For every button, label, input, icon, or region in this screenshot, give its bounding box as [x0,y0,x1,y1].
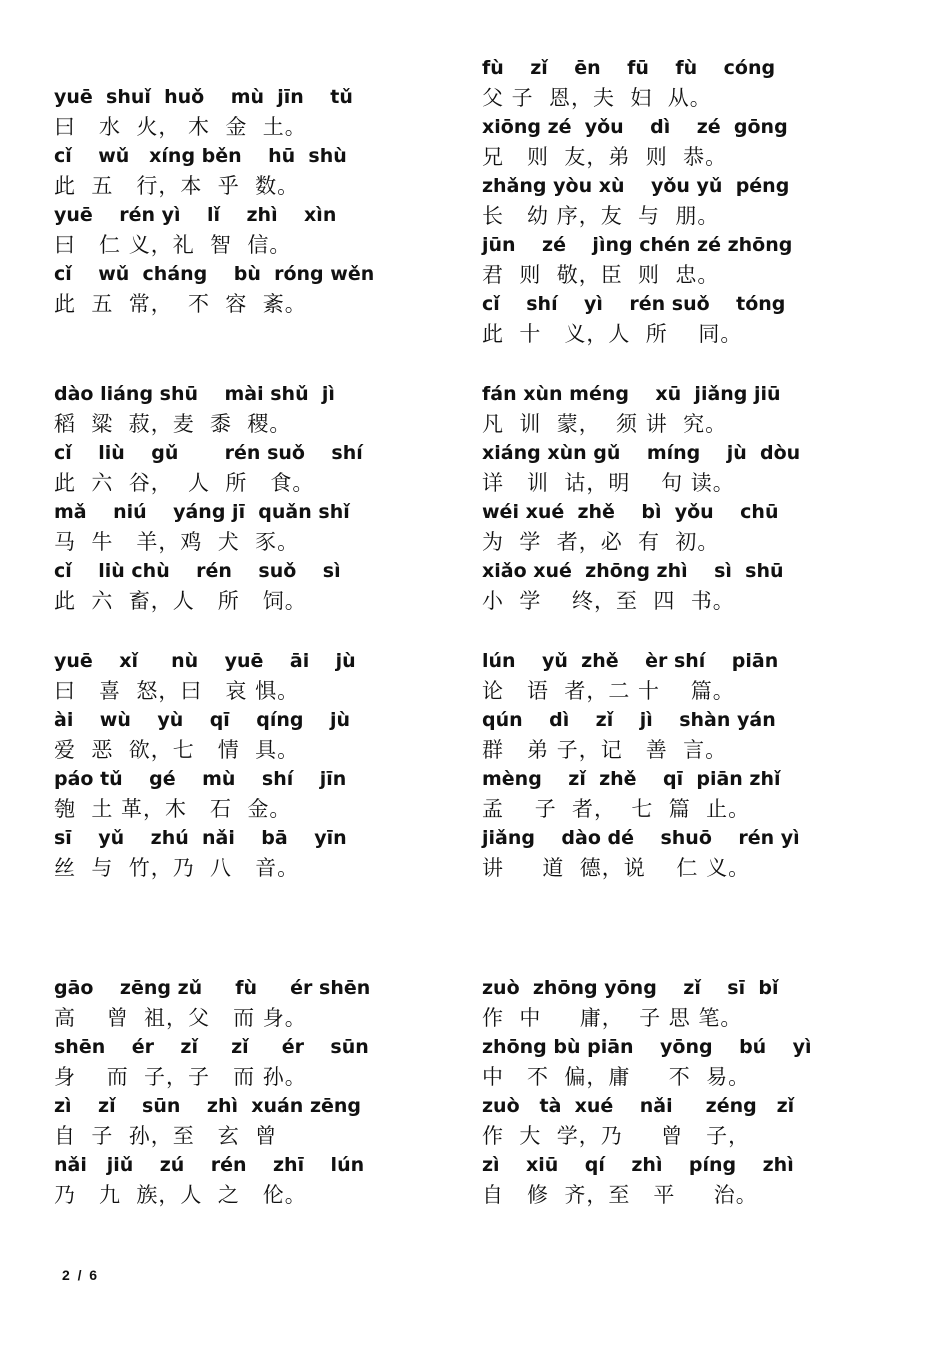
stanza [482,974,902,1210]
pinyin-line: wéi xué zhě bì yǒu chū [482,501,779,523]
stanza [54,380,474,616]
hanzi-line: 作 中 庸， 子 思 笔。 [482,1005,743,1030]
hanzi-line: 长 幼 序，友 与 朋。 [482,203,720,228]
stanza [482,380,902,616]
hanzi-line: 君 则 敬，臣 则 忠。 [482,262,720,287]
stanza [54,974,474,1210]
hanzi-line: 父 子 恩，夫 妇 从。 [482,85,712,110]
pinyin-line: zì zǐ sūn zhì xuán zēng [54,1095,362,1117]
hanzi-line: 为 学 者，必 有 初。 [482,529,720,554]
pinyin-line: yuē shuǐ huǒ mù jīn tǔ [54,86,353,108]
pinyin-line: nǎi jiǔ zú rén zhī lún [54,1154,365,1176]
pinyin-line: shēn ér zǐ zǐ ér sūn [54,1036,369,1058]
hanzi-line: 孟 子 者， 七 篇 止。 [482,796,751,821]
pinyin-line: gāo zēng zǔ fù ér shēn [54,977,371,999]
pinyin-line: cǐ shí yì rén suǒ tóng [482,293,786,315]
hanzi-line: 自 修 齐，至 平 治。 [482,1182,758,1207]
pinyin-line: mèng zǐ zhě qī piān zhǐ [482,768,781,790]
stanza [54,83,474,319]
page-number: 2 / 6 [62,1267,98,1283]
pinyin-line: fù zǐ ēn fū fù cóng [482,57,776,79]
pinyin-line: páo tǔ gé mù shí jīn [54,768,347,790]
hanzi-line: 此 六 谷， 人 所 食。 [54,470,315,495]
hanzi-line: 凡 训 蒙， 须 讲 究。 [482,411,728,436]
hanzi-line: 曰 仁 义，礼 智 信。 [54,232,292,257]
hanzi-line: 讲 道 德，说 仁 义。 [482,855,751,880]
hanzi-line: 群 弟 子，记 善 言。 [482,737,728,762]
pinyin-line: qún dì zǐ jì shàn yán [482,709,776,731]
pinyin-line: jūn zé jìng chén zé zhōng [482,234,793,256]
pinyin-line: yuē rén yì lǐ zhì xìn [54,204,337,226]
pinyin-line: zì xiū qí zhì píng zhì [482,1154,794,1176]
hanzi-line: 自 子 孙，至 玄 曾 [54,1123,278,1148]
pinyin-line: fán xùn méng xū jiǎng jiū [482,383,781,405]
hanzi-line: 作 大 学，乃 曾 子， [482,1123,751,1148]
pinyin-line: sī yǔ zhú nǎi bā yīn [54,827,347,849]
pinyin-line: ài wù yù qī qíng jù [54,709,351,731]
pinyin-line: cǐ liù gǔ rén suǒ shí [54,442,363,464]
hanzi-line: 丝 与 竹，乃 八 音。 [54,855,300,880]
pinyin-line: cǐ wǔ xíng běn hū shù [54,145,347,167]
hanzi-line: 此 五 常， 不 容 紊。 [54,291,307,316]
pinyin-line: zuò tà xué nǎi zéng zǐ [482,1095,795,1117]
pinyin-line: zhōng bù piān yōng bú yì [482,1036,812,1058]
hanzi-line: 高 曾 祖，父 而 身。 [54,1005,307,1030]
hanzi-line: 爱 恶 欲，七 情 具。 [54,737,300,762]
hanzi-line: 兄 则 友，弟 则 恭。 [482,144,728,169]
pinyin-line: zhǎng yòu xù yǒu yǔ péng [482,175,790,197]
pinyin-line: cǐ liù chù rén suǒ sì [54,560,341,582]
stanza [54,647,474,883]
hanzi-line: 曰 水 火， 木 金 土。 [54,114,307,139]
hanzi-line: 稻 粱 菽，麦 黍 稷。 [54,411,292,436]
pinyin-line: zuò zhōng yōng zǐ sī bǐ [482,977,779,999]
hanzi-line: 此 十 义，人 所 同。 [482,321,743,346]
hanzi-line: 此 六 畜，人 所 饲。 [54,588,307,613]
hanzi-line: 此 五 行，本 乎 数。 [54,173,300,198]
hanzi-line: 小 学 终，至 四 书。 [482,588,735,613]
pinyin-line: xiǎo xué zhōng zhì sì shū [482,560,784,582]
pinyin-line: dào liáng shū mài shǔ jì [54,383,335,405]
hanzi-line: 匏 土 革，木 石 金。 [54,796,292,821]
pinyin-line: cǐ wǔ cháng bù róng wěn [54,263,375,285]
hanzi-line: 曰 喜 怒，曰 哀 惧。 [54,678,300,703]
pinyin-line: xiōng zé yǒu dì zé gōng [482,116,788,138]
stanza [482,647,902,883]
pinyin-line: xiáng xùn gǔ míng jù dòu [482,442,801,464]
pinyin-line: jiǎng dào dé shuō rén yì [482,827,800,849]
hanzi-line: 详 训 诂，明 句 读。 [482,470,735,495]
stanza [482,54,902,349]
hanzi-line: 中 不 偏，庸 不 易。 [482,1064,751,1089]
pinyin-line: lún yǔ zhě èr shí piān [482,650,779,672]
pinyin-line: yuē xǐ nù yuē āi jù [54,650,356,672]
hanzi-line: 论 语 者，二 十 篇。 [482,678,735,703]
hanzi-line: 马 牛 羊，鸡 犬 豕。 [54,529,300,554]
hanzi-line: 乃 九 族，人 之 伦。 [54,1182,307,1207]
hanzi-line: 身 而 子，子 而 孙。 [54,1064,307,1089]
pinyin-line: mǎ niú yáng jī quǎn shǐ [54,501,350,523]
